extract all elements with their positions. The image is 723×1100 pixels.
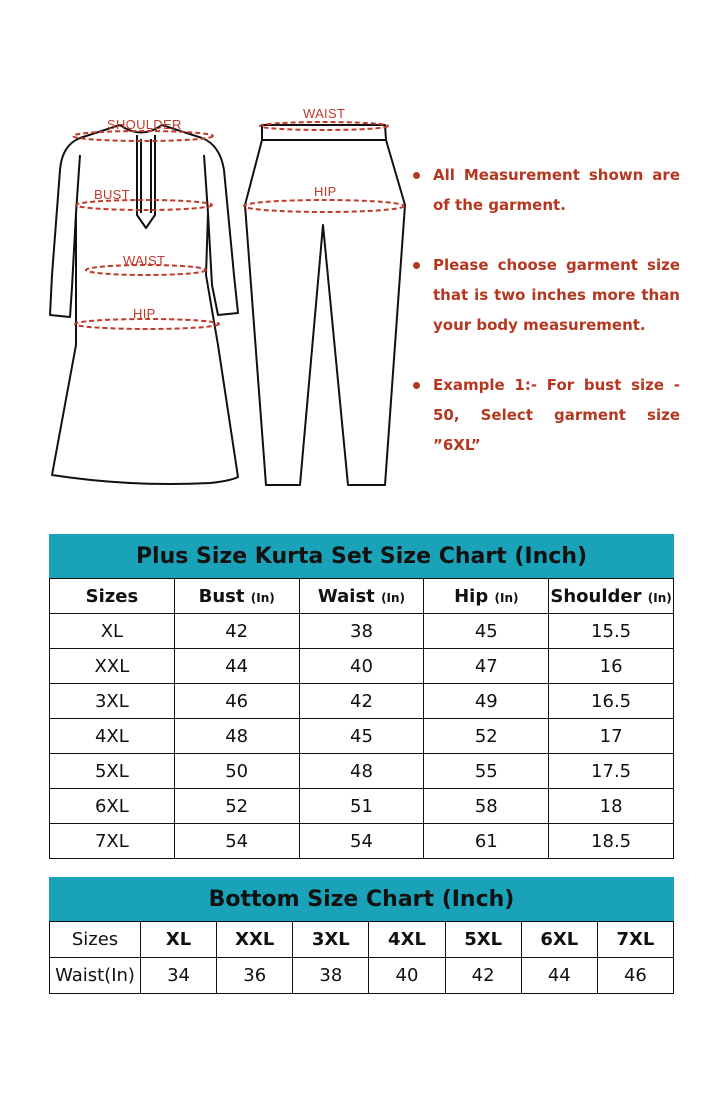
header-shoulder bbox=[549, 579, 674, 614]
table-row bbox=[50, 719, 674, 754]
table-header-row bbox=[50, 579, 674, 614]
bottom-chart-title: Bottom Size Chart (Inch) bbox=[49, 877, 674, 921]
shoulder-cell: 18.5 bbox=[549, 824, 674, 859]
size-cell: 6XL bbox=[50, 789, 175, 824]
bust-cell: 44 bbox=[174, 649, 299, 684]
table-row bbox=[50, 922, 674, 958]
kurta-bust-label: BUST bbox=[94, 187, 130, 202]
header-label: Sizes bbox=[85, 585, 139, 607]
size-header-cell: 5XL bbox=[445, 922, 521, 958]
table-row bbox=[50, 824, 674, 859]
note-item bbox=[410, 370, 680, 460]
header-hip bbox=[424, 579, 549, 614]
pant-waist-label: WAIST bbox=[303, 106, 346, 121]
shoulder-cell: 16 bbox=[549, 649, 674, 684]
header-unit: (In) bbox=[381, 590, 406, 605]
size-cell: XL bbox=[50, 614, 175, 649]
hip-cell: 61 bbox=[424, 824, 549, 859]
header-label: Bust bbox=[198, 585, 245, 607]
header-sizes bbox=[50, 579, 175, 614]
size-cell: 7XL bbox=[50, 824, 175, 859]
shoulder-cell: 15.5 bbox=[549, 614, 674, 649]
note-text: Please choose garment size that is two inches more than your body measurement. bbox=[433, 256, 680, 334]
hip-cell: 55 bbox=[424, 754, 549, 789]
waist-cell: 42 bbox=[299, 684, 424, 719]
table-row bbox=[50, 958, 674, 994]
header-unit: (In) bbox=[250, 590, 275, 605]
bullet-icon bbox=[413, 262, 420, 269]
garment-illustration bbox=[40, 95, 420, 505]
note-item bbox=[410, 160, 680, 220]
bullet-icon bbox=[413, 172, 420, 179]
hip-cell: 52 bbox=[424, 719, 549, 754]
header-waist bbox=[299, 579, 424, 614]
pant-drawing bbox=[245, 125, 405, 485]
table-row bbox=[50, 649, 674, 684]
bust-cell: 50 bbox=[174, 754, 299, 789]
size-header-cell: 4XL bbox=[369, 922, 445, 958]
shoulder-cell: 16.5 bbox=[549, 684, 674, 719]
header-bust bbox=[174, 579, 299, 614]
bust-cell: 46 bbox=[174, 684, 299, 719]
kurta-hip-label: HIP bbox=[133, 306, 156, 321]
size-cell: XXL bbox=[50, 649, 175, 684]
shoulder-cell: 18 bbox=[549, 789, 674, 824]
bust-cell: 48 bbox=[174, 719, 299, 754]
shoulder-cell: 17 bbox=[549, 719, 674, 754]
hip-cell: 47 bbox=[424, 649, 549, 684]
waist-value-cell: 44 bbox=[521, 958, 597, 994]
waist-value-cell: 42 bbox=[445, 958, 521, 994]
pant-hip-label: HIP bbox=[314, 184, 337, 199]
measurement-notes bbox=[410, 160, 680, 490]
waist-cell: 38 bbox=[299, 614, 424, 649]
header-label: Shoulder bbox=[550, 585, 642, 607]
kurta-drawing bbox=[50, 125, 238, 484]
measurement-lines bbox=[73, 122, 404, 329]
bust-cell: 42 bbox=[174, 614, 299, 649]
waist-value-cell: 46 bbox=[597, 958, 673, 994]
bottom-size-table bbox=[49, 921, 674, 994]
waist-value-cell: 34 bbox=[141, 958, 217, 994]
bust-cell: 54 bbox=[174, 824, 299, 859]
sizes-label-cell: Sizes bbox=[50, 922, 141, 958]
note-text: All Measurement shown are of the garment. bbox=[433, 166, 680, 214]
size-header-cell: 6XL bbox=[521, 922, 597, 958]
size-header-cell: XXL bbox=[217, 922, 293, 958]
note-item bbox=[410, 250, 680, 340]
size-cell: 5XL bbox=[50, 754, 175, 789]
header-label: Waist bbox=[317, 585, 375, 607]
waist-label-cell: Waist(In) bbox=[50, 958, 141, 994]
size-cell: 4XL bbox=[50, 719, 175, 754]
header-unit: (In) bbox=[647, 590, 672, 605]
note-text: Example 1:- For bust size - 50, Select garment size ”6XL” bbox=[433, 376, 680, 454]
header-label: Hip bbox=[454, 585, 489, 607]
bust-cell: 52 bbox=[174, 789, 299, 824]
hip-cell: 45 bbox=[424, 614, 549, 649]
hip-cell: 58 bbox=[424, 789, 549, 824]
size-header-cell: XL bbox=[141, 922, 217, 958]
table-row bbox=[50, 614, 674, 649]
waist-cell: 40 bbox=[299, 649, 424, 684]
header-unit: (In) bbox=[494, 590, 519, 605]
table-row bbox=[50, 789, 674, 824]
waist-cell: 48 bbox=[299, 754, 424, 789]
waist-value-cell: 36 bbox=[217, 958, 293, 994]
bottom-size-chart bbox=[49, 877, 674, 994]
size-cell: 3XL bbox=[50, 684, 175, 719]
kurta-waist-label: WAIST bbox=[123, 253, 166, 268]
waist-cell: 54 bbox=[299, 824, 424, 859]
kurta-shoulder-label: SHOULDER bbox=[107, 117, 182, 132]
waist-value-cell: 38 bbox=[293, 958, 369, 994]
waist-cell: 51 bbox=[299, 789, 424, 824]
shoulder-cell: 17.5 bbox=[549, 754, 674, 789]
waist-value-cell: 40 bbox=[369, 958, 445, 994]
garment-diagram bbox=[40, 95, 420, 505]
kurta-chart-title: Plus Size Kurta Set Size Chart (Inch) bbox=[49, 534, 674, 578]
waist-cell: 45 bbox=[299, 719, 424, 754]
hip-cell: 49 bbox=[424, 684, 549, 719]
size-header-cell: 3XL bbox=[293, 922, 369, 958]
table-row bbox=[50, 754, 674, 789]
kurta-size-table bbox=[49, 578, 674, 859]
size-header-cell: 7XL bbox=[597, 922, 673, 958]
table-row bbox=[50, 684, 674, 719]
kurta-size-chart bbox=[49, 534, 674, 859]
bullet-icon bbox=[413, 382, 420, 389]
